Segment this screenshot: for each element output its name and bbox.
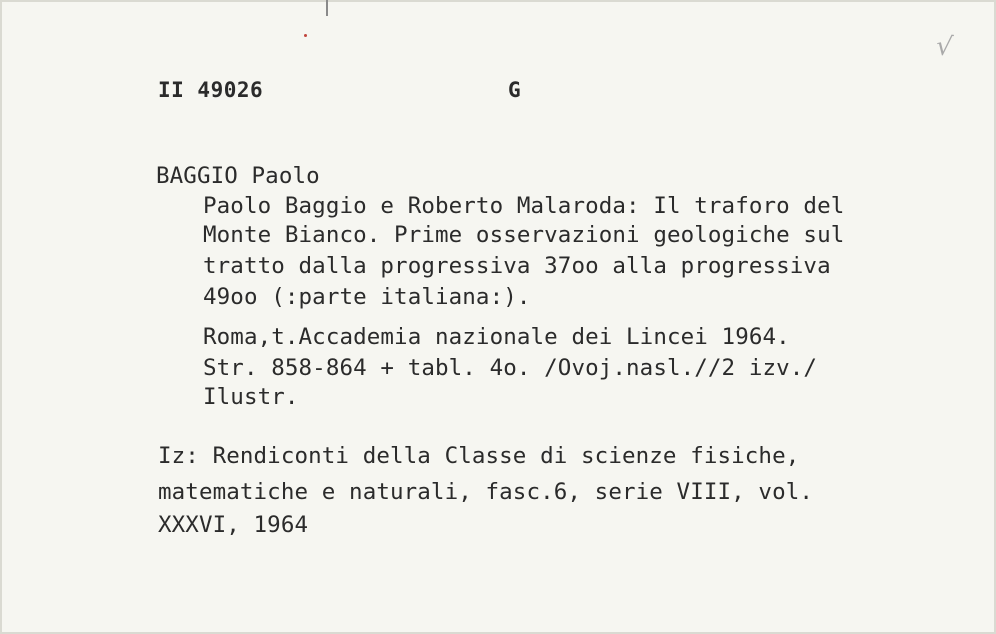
title-line-2: Monte Bianco. Prime osservazioni geologiche sul — [203, 222, 845, 248]
collation-line: Str. 858-864 + tabl. 4o. /Ovoj.nasl.//2 izv./ — [203, 355, 818, 381]
ink-spot — [304, 34, 307, 37]
call-number: II 49026 — [158, 78, 264, 102]
source-line-1: Iz: Rendiconti della Classe di scienze fisiche, — [158, 443, 800, 469]
source-line-3: XXXVI, 1964 — [158, 512, 309, 538]
check-mark-icon: √ — [934, 31, 955, 63]
source-line-2: matematiche e naturali, fasc.6, serie VIII, vol. — [158, 479, 814, 505]
illustration-note: Ilustr. — [203, 384, 299, 410]
punch-mark — [326, 0, 328, 16]
title-line-1: Paolo Baggio e Roberto Malaroda: Il traforo del — [203, 193, 845, 219]
shelf-letter: G — [508, 78, 522, 102]
title-line-3: tratto dalla progressiva 37oo alla progressiva — [203, 253, 831, 279]
author-heading: BAGGIO Paolo — [156, 163, 320, 189]
imprint-line: Roma,t.Accademia nazionale dei Lincei 1964. — [203, 324, 790, 350]
title-line-4: 49oo (:parte italiana:). — [203, 284, 531, 310]
